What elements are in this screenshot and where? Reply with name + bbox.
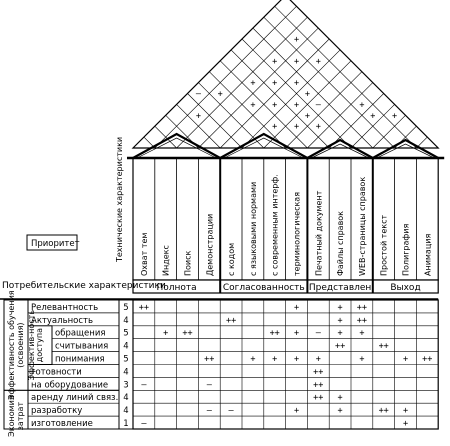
relationship-mark: ++: [182, 328, 193, 339]
relationship-mark: ++: [378, 341, 389, 352]
relationship-mark: ++: [378, 406, 389, 417]
row-label: обращения: [55, 328, 106, 339]
column-header: Поиск: [183, 250, 193, 276]
relationship-mark: ++: [356, 302, 368, 313]
roof-correlation-mark: +: [195, 111, 201, 122]
roof-correlation-mark: +: [293, 122, 300, 133]
row-group-label: Экономиязатрат: [7, 395, 25, 437]
row-label: считывания: [55, 341, 109, 352]
relationship-mark: +: [293, 406, 300, 417]
tech-characteristics-title: Технические характеристики: [115, 136, 124, 262]
row-group-label: Эффективность обучения(освоения): [7, 290, 25, 400]
relationship-matrix: [133, 300, 438, 429]
column-header: с современным интерф.: [270, 174, 280, 276]
roof-correlation-mark: +: [217, 89, 223, 100]
relationship-mark: ++: [422, 354, 433, 365]
relationship-mark: ++: [356, 315, 368, 326]
row-label: Актуальность: [31, 315, 93, 326]
column-header: с языковыми нормами: [248, 181, 258, 276]
roof-correlation-mark: +: [272, 100, 278, 111]
roof-correlation-mark: +: [293, 56, 300, 67]
relationship-mark: ++: [269, 328, 280, 339]
row-label: Релевантность: [31, 302, 99, 313]
relationship-mark: ++: [225, 315, 237, 326]
row-priority: 5: [123, 354, 129, 365]
roof-correlation-mark: +: [359, 100, 365, 111]
relationship-mark: ++: [313, 380, 324, 391]
roof-correlation-mark: –: [195, 89, 201, 100]
relationship-mark: –: [315, 328, 321, 339]
relationship-mark: +: [359, 328, 365, 339]
relationship-mark: +: [337, 406, 343, 417]
relationship-mark: ++: [334, 341, 346, 352]
roof-correlation-mark: +: [304, 111, 310, 122]
column-header: Файлы справок: [336, 210, 346, 276]
relationship-mark: +: [402, 354, 409, 365]
relationship-mark: +: [402, 406, 409, 417]
roof-correlation-mark: +: [392, 111, 398, 122]
row-priority: 4: [123, 315, 129, 326]
row-priority: 4: [123, 406, 129, 417]
roof-correlation-mark: +: [293, 100, 300, 111]
relationship-mark: +: [402, 419, 409, 429]
relationship-mark: ++: [204, 354, 215, 365]
relationship-mark: –: [206, 380, 212, 391]
priority-label: Приоритет: [31, 239, 80, 249]
roof-correlation-mark: +: [315, 122, 321, 133]
roof-correlation-mark: +: [272, 78, 278, 89]
roof-correlation-mark: +: [272, 56, 278, 67]
relationship-mark: ++: [313, 367, 324, 378]
row-label: аренду линий связ.: [31, 393, 119, 404]
roof-correlation-mark: +: [315, 56, 321, 67]
relationship-mark: +: [337, 315, 343, 326]
roof-correlation-mark: +: [293, 78, 300, 89]
relationship-mark: ++: [313, 393, 324, 404]
relationship-mark: +: [337, 393, 343, 404]
row-priority: 3: [123, 380, 129, 391]
roof-correlation-mark: +: [250, 100, 256, 111]
row-labels: [4, 290, 133, 437]
relationship-mark: +: [250, 354, 256, 365]
roof-correlation-mark: +: [304, 89, 310, 100]
relationship-mark: +: [293, 354, 300, 365]
column-header: с кодом: [227, 242, 237, 276]
roof-correlation-mark: +: [272, 122, 278, 133]
column-header: Демонстрации: [205, 213, 215, 276]
group-label: Согласованность: [222, 283, 305, 293]
row-label: понимания: [55, 354, 105, 365]
relationship-mark: +: [337, 328, 343, 339]
row-priority: 5: [123, 302, 129, 313]
column-header: Охват тем: [139, 232, 149, 276]
row-subgroup-label: Эффектив-ностьдоступа: [27, 309, 44, 381]
relationship-mark: +: [315, 354, 321, 365]
column-header: WEB-страницы справок: [357, 176, 367, 276]
consumer-characteristics-title: Потребительские характеристики: [2, 281, 166, 291]
roof-correlation-mark: –: [315, 100, 321, 111]
relationship-mark: –: [141, 380, 147, 391]
row-label: готовности: [31, 367, 82, 378]
roof-correlation-mark: +: [370, 111, 376, 122]
row-priority: 4: [123, 367, 129, 378]
row-label: разработку: [31, 406, 83, 417]
relationship-mark: +: [293, 302, 300, 313]
group-label: Полнота: [156, 283, 197, 293]
relationship-mark: +: [163, 328, 169, 339]
relationship-mark: –: [228, 406, 234, 417]
column-header: терминологическая: [292, 191, 302, 276]
relationship-mark: ++: [138, 302, 150, 313]
column-header: Индекс: [161, 245, 171, 276]
relationship-mark: +: [359, 354, 365, 365]
column-header: Печатный документ: [314, 190, 324, 276]
relationship-mark: –: [206, 406, 212, 417]
column-header: Полиграфия: [401, 223, 411, 276]
row-priority: 4: [123, 341, 129, 352]
column-header: Анимация: [423, 233, 433, 276]
correlation-roof: [133, 0, 438, 148]
roof-correlation-mark: +: [250, 78, 256, 89]
relationship-mark: +: [272, 354, 278, 365]
column-headers: [127, 134, 444, 293]
column-header: Простой текст: [379, 214, 389, 276]
row-label: изготовление: [31, 419, 93, 429]
relationship-mark: +: [293, 328, 300, 339]
group-label: Выход: [390, 283, 421, 293]
relationship-mark: –: [141, 419, 147, 429]
row-priority: 1: [123, 419, 129, 429]
roof-correlation-mark: +: [293, 35, 300, 45]
row-priority: 5: [123, 328, 129, 339]
group-label: Представлен: [308, 283, 372, 293]
row-priority: 4: [123, 393, 129, 404]
relationship-mark: +: [337, 302, 343, 313]
row-label: на оборудование: [31, 380, 109, 391]
